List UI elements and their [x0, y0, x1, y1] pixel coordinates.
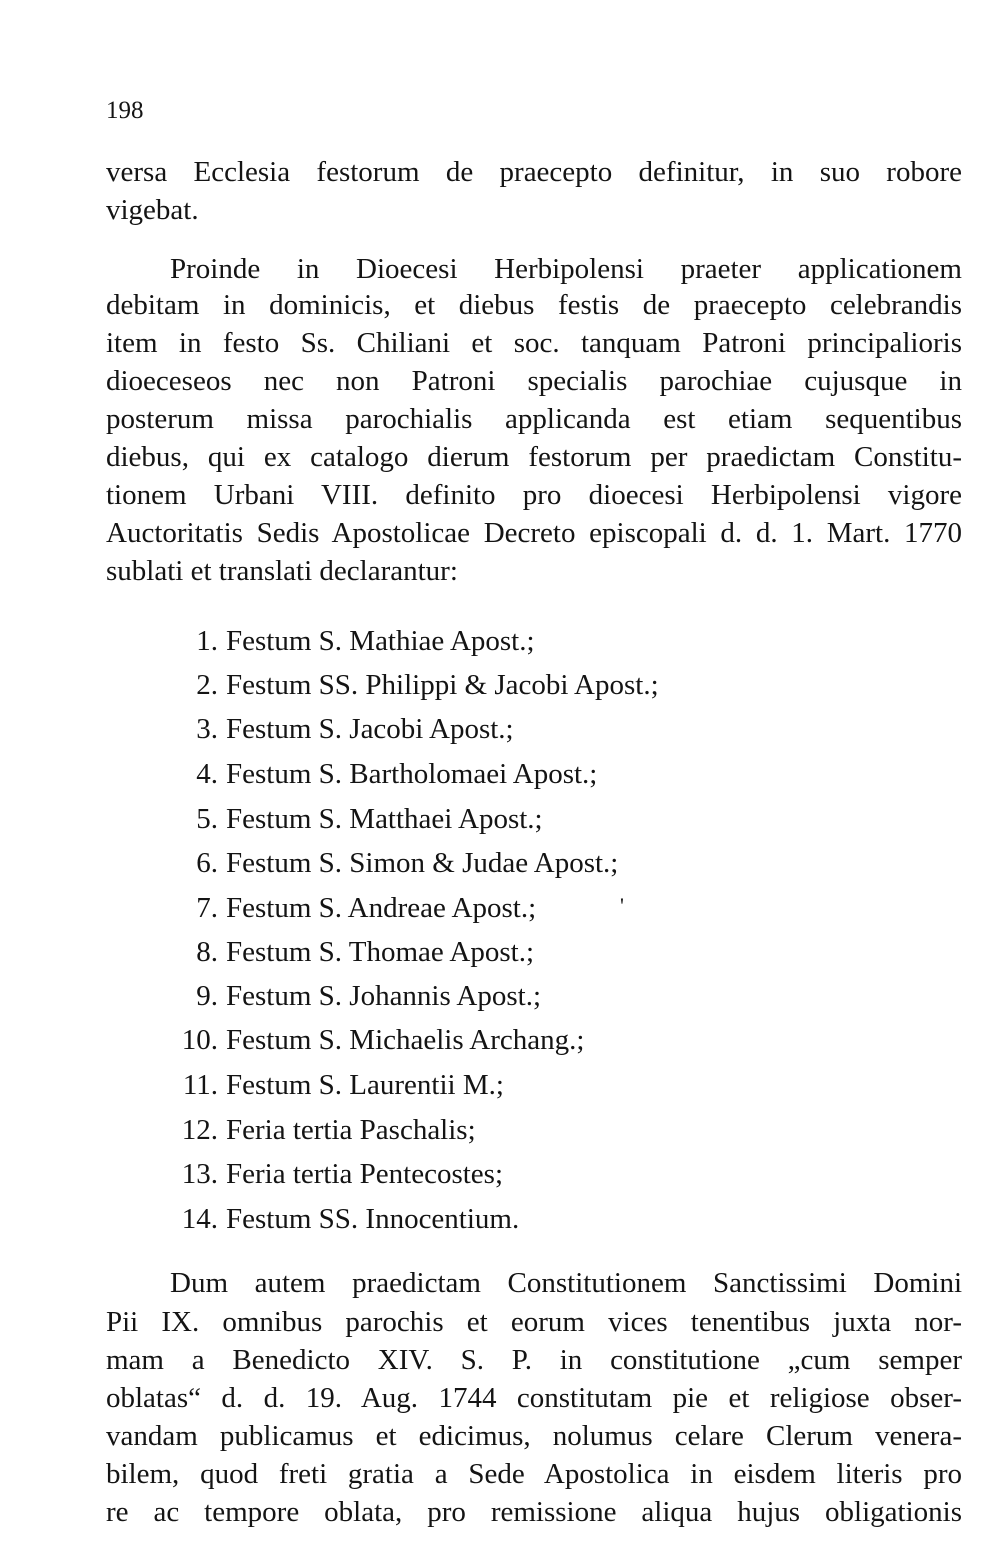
list-item-text: Festum S. Simon & Judae Apost.;	[226, 847, 619, 879]
paragraph-2-line-9: sublati et translati declarantur:	[106, 555, 458, 587]
list-item-text: Festum S. Bartholomaei Apost.;	[226, 758, 598, 790]
list-item-number: 1.	[196, 625, 218, 657]
list-item	[160, 710, 514, 748]
list-item-text: Festum SS. Philippi & Jacobi Apost.;	[226, 669, 659, 701]
list-item-number: 6.	[196, 847, 218, 879]
paragraph-3-line-7: re ac tempore oblata, pro remissione aliqua hujus obligationis	[106, 1496, 962, 1528]
paragraph-2-line-3: item in festo Ss. Chiliani et soc. tanquam Patroni principalioris	[106, 327, 962, 359]
paragraph-2-line-5: posterum missa parochialis applicanda est etiam sequentibus	[106, 403, 962, 435]
paragraph-1-line-1: versa Ecclesia festorum de praecepto definitur, in suo robore	[106, 156, 962, 188]
paragraph-1-line-2: vigebat.	[106, 194, 199, 226]
list-item	[160, 889, 536, 927]
paragraph-2-line-2: debitam in dominicis, et diebus festis de praecepto celebrandis	[106, 289, 962, 321]
list-item-number: 2.	[196, 669, 218, 701]
paragraph-2-line-4: dioeceseos nec non Patroni specialis parochiae cujusque in	[106, 365, 962, 397]
list-item-text: Festum S. Andreae Apost.;	[226, 892, 537, 924]
stray-print-mark: '	[620, 893, 624, 918]
list-item	[160, 1200, 519, 1238]
list-item-text: Festum S. Jacobi Apost.;	[226, 713, 514, 745]
paragraph-2-line-6: diebus, qui ex catalogo dierum festorum per praedictam Constitu-	[106, 441, 962, 473]
list-item-text: Feria tertia Paschalis;	[226, 1114, 476, 1146]
list-item	[160, 1021, 584, 1059]
list-item	[160, 977, 541, 1015]
list-item-number: 5.	[196, 803, 218, 835]
list-item-text: Festum S. Thomae Apost.;	[226, 936, 535, 968]
page-number: 198	[106, 97, 144, 124]
list-item-text: Festum S. Johannis Apost.;	[226, 980, 542, 1012]
list-item-number: 11.	[182, 1069, 218, 1101]
paragraph-3-line-3: mam a Benedicto XIV. S. P. in constitutione „cum semper	[106, 1344, 962, 1376]
list-item-text: Festum S. Mathiae Apost.;	[226, 625, 535, 657]
list-item	[160, 844, 618, 882]
paragraph-2-line-1: Proinde in Dioecesi Herbipolensi praeter applicationem	[170, 253, 962, 285]
list-item-text: Feria tertia Pentecostes;	[226, 1158, 504, 1190]
list-item-number: 10.	[181, 1024, 218, 1056]
list-item-number: 13.	[181, 1158, 218, 1190]
list-item-number: 8.	[196, 936, 218, 968]
list-item-text: Festum S. Michaelis Archang.;	[226, 1024, 585, 1056]
paragraph-3-line-6: bilem, quod freti gratia a Sede Apostolica in eisdem literis pro	[106, 1458, 962, 1490]
list-item	[160, 1066, 504, 1104]
list-item	[160, 1155, 503, 1193]
list-item	[160, 666, 659, 704]
list-item	[160, 755, 597, 793]
list-item-number: 12.	[181, 1114, 218, 1146]
list-item-text: Festum S. Laurentii M.;	[226, 1069, 504, 1101]
list-item	[160, 800, 543, 838]
list-item-number: 7.	[196, 892, 218, 924]
list-item-number: 3.	[196, 713, 218, 745]
list-item-number: 9.	[196, 980, 218, 1012]
paragraph-3-line-1: Dum autem praedictam Constitutionem Sanctissimi Domini	[170, 1267, 962, 1299]
paragraph-3-line-5: vandam publicamus et edicimus, nolumus celare Clerum venera-	[106, 1420, 962, 1452]
paragraph-2-line-8: Auctoritatis Sedis Apostolicae Decreto episcopali d. d. 1. Mart. 1770	[106, 517, 962, 549]
paragraph-2-line-7: tionem Urbani VIII. definito pro dioecesi Herbipolensi vigore	[106, 479, 962, 511]
list-item-number: 14.	[181, 1203, 218, 1235]
list-item	[160, 622, 535, 660]
list-item-text: Festum SS. Innocentium.	[226, 1203, 520, 1235]
list-item-number: 4.	[196, 758, 218, 790]
list-item-text: Festum S. Matthaei Apost.;	[226, 803, 543, 835]
paragraph-3-line-2: Pii IX. omnibus parochis et eorum vices tenentibus juxta nor-	[106, 1306, 962, 1338]
list-item	[160, 933, 534, 971]
list-item	[160, 1111, 476, 1149]
paragraph-3-line-4: oblatas“ d. d. 19. Aug. 1744 constitutam pie et religiose obser-	[106, 1382, 962, 1414]
